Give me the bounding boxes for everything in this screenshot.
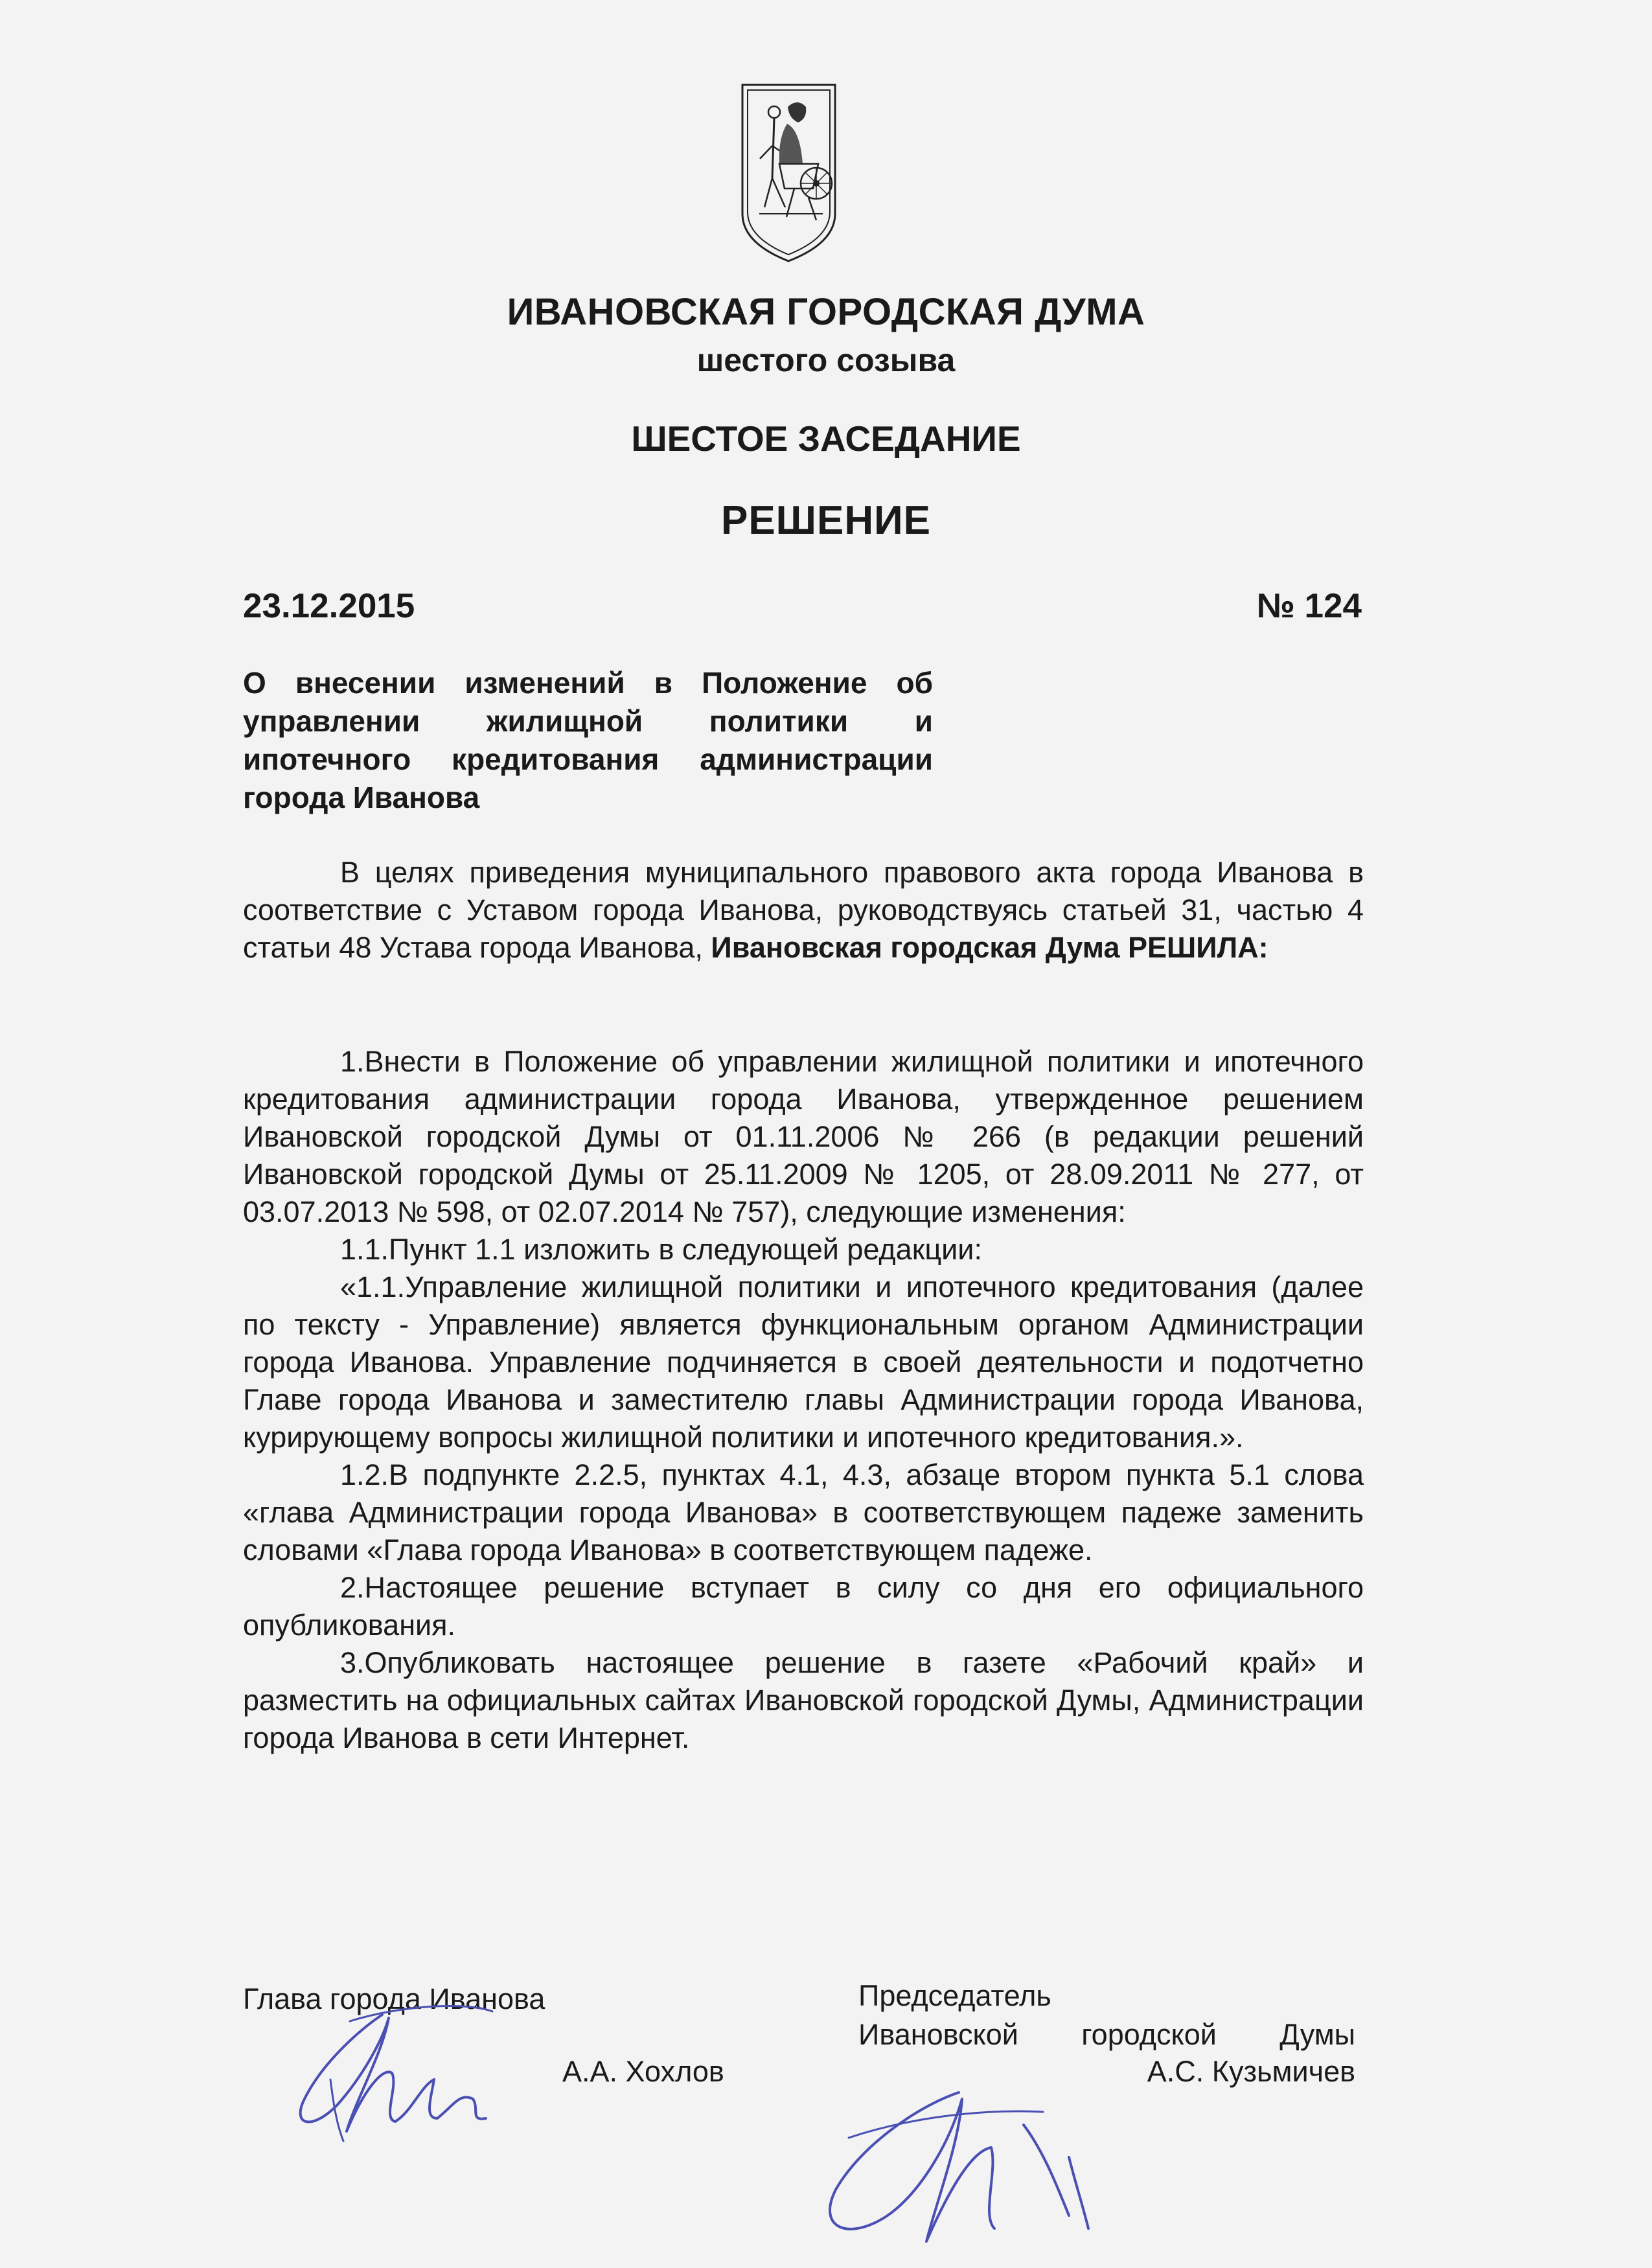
right-signatory-title: Председатель (858, 1979, 1051, 2012)
document-number: № 124 (1256, 587, 1362, 625)
preamble-paragraph (243, 854, 1364, 967)
right-signatory-title-line-2: Ивановской городской Думы (858, 2018, 1355, 2051)
document-date: 23.12.2015 (243, 587, 415, 625)
item-1: 1.Внести в Положение об управлении жилищной политики и ипотечного кредитования администрации города Иванова, утвержденное решением Ивановской городской Думы от 01.11.2006 № 266 (в редакции решений Ивановской городской Думы от 25.11.2009 № 1205, от 28.09.2011 № 277, от 03.07.2013 № 598, от 02.07.2014 № 757), следующие изменения: (243, 1045, 1364, 1228)
item-1-1: 1.1.Пункт 1.1 изложить в следующей редакции: (340, 1233, 982, 1266)
item-1-1-text: «1.1.Управление жилищной политики и ипотечного кредитования (далее по тексту - Управление) является функциональным органом Администрации города Иванова. Управление подчиняется в своей деятельности и подотчетно Главе города Иванова и заместителю главы Администрации города Иванова, курирующему вопросы жилищной политики и ипотечного кредитования.». (243, 1270, 1364, 1454)
right-signatory-name: А.С. Кузьмичев (1147, 2055, 1355, 2088)
preamble-section (243, 854, 1364, 967)
session-title: ШЕСТОЕ ЗАСЕДАНИЕ (631, 418, 1021, 459)
coat-of-arms-icon (739, 81, 839, 266)
item-2: 2.Настоящее решение вступает в силу со дня его официального опубликования. (243, 1571, 1364, 1642)
right-handwritten-signature (810, 2073, 1101, 2261)
document-type-title: РЕШЕНИЕ (720, 498, 932, 543)
left-signatory-title: Глава города Иванова (243, 1982, 545, 2015)
document-subject: О внесении изменений в Положение об управлении жилищной политики и ипотечного кредитования администрации города Иванова (243, 666, 933, 814)
preamble-resolution: Ивановская городская Дума РЕШИЛА: (711, 931, 1268, 964)
item-1-2: 1.2.В подпункте 2.2.5, пунктах 4.1, 4.3, абзаце втором пункта 5.1 слова «глава Администрации города Иванова» в соответствующем падеже заменить словами «Глава города Иванова» в соответствующем падеже. (243, 1458, 1364, 1566)
convocation-subtitle: шестого созыва (696, 342, 956, 378)
organization-title: ИВАНОВСКАЯ ГОРОДСКАЯ ДУМА (507, 291, 1145, 333)
resolution-items (243, 1043, 1364, 1757)
preamble-text: В целях приведения муниципального правового акта города Иванова в соответствие с Уставом города Иванова, руководствуясь статьей 31, частью 4 статьи 48 Устава города Иванова, (243, 856, 1364, 964)
left-handwritten-signature (285, 2002, 499, 2157)
item-3: 3.Опубликовать настоящее решение в газете «Рабочий край» и разместить на официальных сайтах Ивановской городской Думы, Администрации города Иванова в сети Интернет. (243, 1646, 1364, 1754)
left-signatory-name: А.А. Хохлов (562, 2055, 724, 2088)
